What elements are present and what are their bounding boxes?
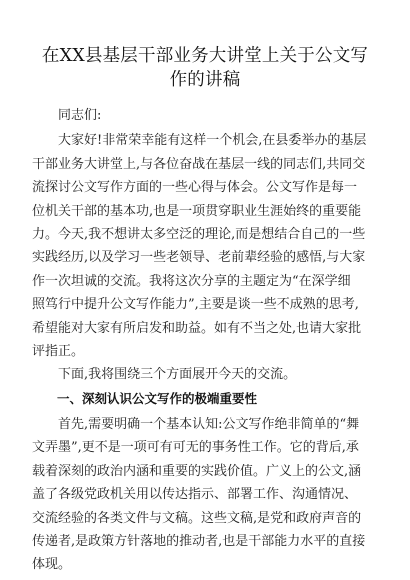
title-line: 在XX县基层干部业务大讲堂上关于公文写 xyxy=(41,46,369,66)
text-line: 盖了各级党政机关用以传达指示、部署工作、沟通情况、 xyxy=(32,487,358,503)
paragraph-section1 xyxy=(32,413,378,577)
text-line: 载着深刻的政治内涵和重要的实践价值。广义上的公文,涵 xyxy=(32,463,362,479)
text-line: 实践经历,以及学习一些老领导、老前辈经验的感悟,与大家 xyxy=(32,250,366,266)
title-line: 作的讲稿 xyxy=(169,70,241,90)
text-line: 评指正。 xyxy=(32,344,85,360)
paragraph-outline xyxy=(32,363,378,386)
text-line: 位机关干部的基本功,也是一项贯穿职业生涯始终的重要能 xyxy=(32,203,362,219)
document-title xyxy=(32,44,378,92)
text-line: 照笃行中提升公文写作能力”,主要是谈一些不成熟的思考, xyxy=(32,297,359,313)
text-line: 希望能对大家有所启发和助益。如有不当之处,也请大家批 xyxy=(32,320,362,336)
greeting: 同志们: xyxy=(58,108,102,123)
text-line: 体现。 xyxy=(32,557,72,573)
text-line: 干部业务大讲堂上,与各位奋战在基层一线的同志们,共同交 xyxy=(32,156,366,172)
text-line: 传递者,是政策方针落地的推动者,也是干部能力水平的直接 xyxy=(32,533,366,549)
text-line: 首先,需要明确一个基本认知:公文写作绝非简单的“舞 xyxy=(58,416,360,432)
text-line: 交流经验的各类文件与文稿。这些文稿,是党和政府声音的 xyxy=(32,510,362,526)
text-line: 作一次坦诚的交流。我将这次分享的主题定为“在深学细 xyxy=(32,273,351,289)
text-line: 文弄墨”,更不是一项可有可无的事务性工作。它的背后,承 xyxy=(32,440,359,456)
text-line: 力。今天,我不想讲太多空泛的理论,而是想结合自己的一些 xyxy=(32,227,366,243)
text-line: 流探讨公文写作方面的一些心得与体会。公文写作是每一 xyxy=(32,180,358,196)
text-line: 大家好!非常荣幸能有这样一个机会,在县委举办的基层 xyxy=(58,133,367,149)
section-heading: 一、深刻认识公文写作的极端重要性 xyxy=(57,390,258,406)
paragraph-opening xyxy=(32,129,378,363)
text-line: 下面,我将围绕三个方面展开今天的交流。 xyxy=(58,367,297,383)
